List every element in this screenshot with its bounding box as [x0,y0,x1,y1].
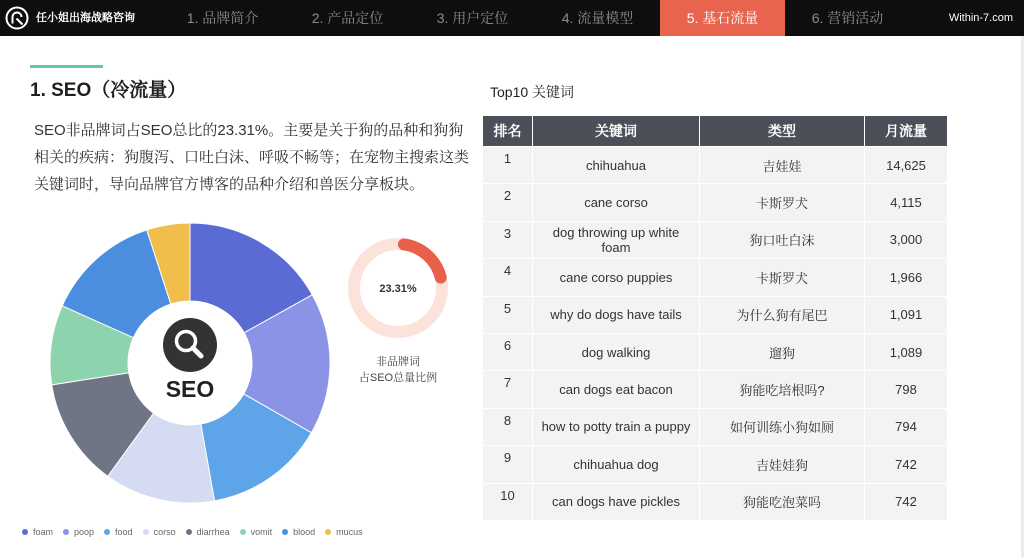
cell-rank [483,147,532,183]
section-title: 1. SEO（冷流量） [30,80,187,101]
cell-keyword [533,147,699,183]
description-line: SEO非品牌词占SEO总比的23.31%。主要是关于狗的品种和狗狗 [34,122,464,139]
type-text: 如何训练小狗如厕 [729,420,834,436]
column-header: 月流量 [865,116,947,146]
cell-rank [483,446,532,482]
rank-text: 2 [503,188,512,204]
cell-traffic [865,259,947,295]
rank-text: 7 [503,375,512,391]
cell-type [700,297,864,333]
cell-traffic [865,297,947,333]
cell-rank [483,184,532,220]
donut-center-label: SEO [165,376,215,402]
cell-keyword [533,259,699,295]
nav-tab-4[interactable]: 4. 流量模型 [561,10,634,26]
column-header: 类型 [700,116,864,146]
traffic-text: 4,115 [890,195,922,211]
legend-item-poop [63,527,94,537]
cell-traffic [865,371,947,407]
search-icon [163,318,217,372]
cell-traffic [865,147,947,183]
legend-item-blood [282,527,315,537]
type-text: 卡斯罗犬 [755,196,808,212]
traffic-text: 14,625 [886,157,926,173]
keyword-text: dog throwing up white foam [552,224,680,255]
cell-type [700,184,864,220]
cell-keyword [533,446,699,482]
cell-type [700,147,864,183]
ratio-ring-caption [348,354,448,386]
type-text: 狗能吃泡菜吗 [742,495,821,511]
cell-rank [483,409,532,445]
top-navbar [0,0,1024,36]
column-header: 排名 [483,116,532,146]
cell-keyword [533,409,699,445]
traffic-text: 742 [895,494,917,510]
legend-label: corso [153,527,176,537]
keyword-text: chihuahua dog [573,456,659,472]
rank-text: 3 [503,225,512,241]
ratio-ring [346,236,450,340]
description-line: 相关的疾病：狗腹泻、口吐白沫、呼吸不畅等；在宠物主搜索这类 [34,149,470,166]
legend-item-vomit [240,527,273,537]
ratio-ring-label: 23.31% [379,283,417,295]
chart-legend [22,526,373,538]
legend-swatch [186,529,192,535]
type-text: 为什么狗有尾巴 [736,308,828,324]
legend-item-foam [22,527,53,537]
legend-swatch [282,529,288,535]
cell-traffic [865,184,947,220]
rank-text: 8 [503,412,512,428]
cell-traffic [865,409,947,445]
legend-item-diarrhea [186,527,230,537]
type-text: 吉娃娃 [762,158,802,174]
legend-swatch [63,529,69,535]
cell-keyword [533,222,699,258]
rank-text: 6 [503,337,512,353]
cell-keyword [533,334,699,370]
legend-item-corso [143,527,176,537]
caption-line: 非品牌词 [376,356,420,368]
keyword-table [483,116,947,520]
cell-traffic [865,484,947,520]
traffic-text: 3,000 [889,232,923,248]
traffic-text: 794 [895,419,917,435]
keyword-text: why do dogs have tails [550,307,682,323]
legend-item-food [104,527,133,537]
keyword-text: dog walking [581,344,651,360]
cell-type [700,259,864,295]
rank-text: 5 [503,300,512,316]
nav-tab-3[interactable]: 3. 用户定位 [436,10,509,26]
keyword-text: can dogs have pickles [552,494,680,510]
keyword-text: cane corso [584,195,648,211]
caption-line: 占SEO总量比例 [358,372,438,384]
traffic-text: 742 [895,456,917,472]
traffic-text: 1,966 [889,269,923,285]
legend-label: diarrhea [196,527,230,537]
rank-text: 9 [503,450,512,466]
nav-tab-2[interactable]: 2. 产品定位 [311,10,384,26]
cell-type [700,409,864,445]
rank-text: 1 [503,151,512,166]
rank-text: 10 [500,487,515,503]
brand-name: 任小姐出海战略咨询 [36,12,135,24]
description-line: 关键词时，导向品牌官方博客的品种介绍和兽医分享板块。 [34,176,425,193]
cell-keyword [533,297,699,333]
legend-swatch [143,529,149,535]
keyword-text: how to potty train a puppy [541,419,691,435]
cell-traffic [865,334,947,370]
legend-swatch [104,529,110,535]
nav-tab-5[interactable]: 5. 基石流量 [660,0,785,36]
legend-swatch [22,529,28,535]
cell-rank [483,259,532,295]
cell-type [700,484,864,520]
cell-keyword [533,484,699,520]
nav-tab-1[interactable]: 1. 品牌简介 [186,10,259,26]
type-text: 遛狗 [768,345,795,361]
cell-type [700,334,864,370]
legend-swatch [325,529,331,535]
nav-tabs [160,0,910,36]
cell-type [700,222,864,258]
keyword-text: chihuahua [586,157,646,173]
legend-label: vomit [250,527,273,537]
traffic-text: 1,091 [889,307,923,323]
cell-keyword [533,371,699,407]
keyword-text: cane corso puppies [559,269,673,285]
legend-item-mucus [325,527,363,537]
legend-label: food [115,527,133,537]
title-accent-bar [30,65,103,68]
cell-rank [483,484,532,520]
site-name: Within-7.com [948,12,1013,24]
cell-keyword [533,184,699,220]
type-text: 狗能吃培根吗? [739,383,825,399]
table-title: Top10 关键词 [490,84,575,100]
cell-rank [483,334,532,370]
cell-type [700,371,864,407]
type-text: 卡斯罗犬 [755,270,808,286]
logo-icon [5,6,29,30]
legend-label: blood [293,527,316,537]
type-text: 吉娃娃狗 [755,457,808,473]
cell-rank [483,371,532,407]
legend-swatch [240,529,246,535]
legend-label: mucus [336,527,363,537]
type-text: 狗口吐白沫 [749,233,815,249]
donut-chart [40,213,340,513]
cell-type [700,446,864,482]
traffic-text: 798 [895,382,917,398]
legend-label: foam [33,527,54,537]
column-header: 关键词 [533,116,699,146]
rank-text: 4 [503,263,512,279]
cell-traffic [865,446,947,482]
cell-rank [483,297,532,333]
legend-label: poop [74,527,95,537]
nav-tab-6[interactable]: 6. 营销活动 [811,10,884,26]
cell-traffic [865,222,947,258]
keyword-text: can dogs eat bacon [559,382,673,398]
section-description [34,117,469,198]
cell-rank [483,222,532,258]
traffic-text: 1,089 [889,344,923,360]
